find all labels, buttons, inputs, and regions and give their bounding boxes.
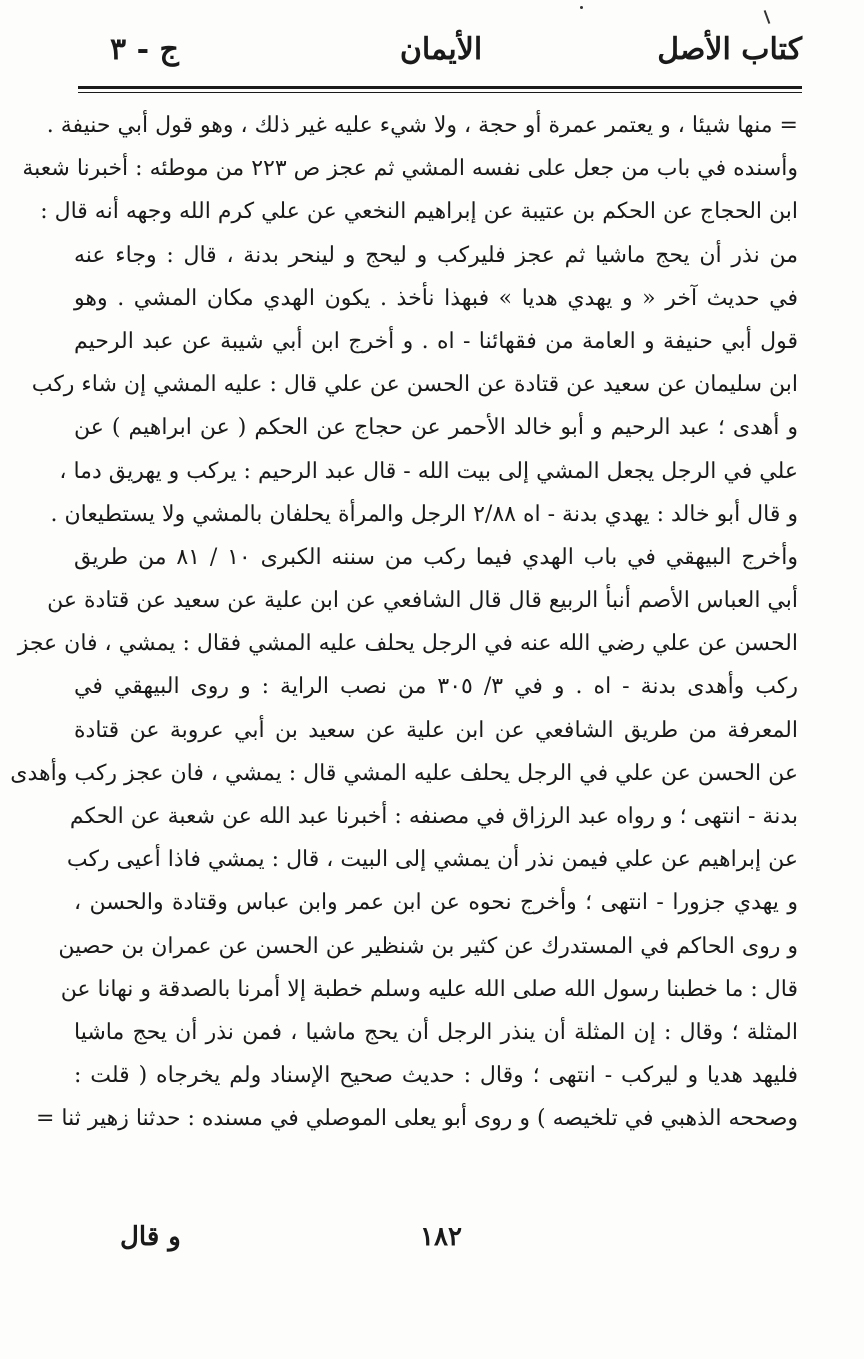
header-rule-thick (78, 86, 802, 89)
header-rule-thin (78, 92, 802, 93)
text-line: ابن الحجاج عن الحكم بن عتيبة عن إبراهيم النخعي عن علي كرم الله وجهه أنه قال : (40, 199, 798, 225)
text-line: وصححه الذهبي في تلخيصه ) و روى أبو يعلى الموصلي في مسنده : حدثنا زهير ثنا = (35, 1106, 798, 1132)
text-line: علي في الرجل يجعل المشي إلى بيت الله - قال عبد الرحيم : يركب و يهريق دما ، (59, 458, 798, 484)
text-line: قول أبي حنيفة و العامة من فقهائنا - اه . و أخرج ابن أبي شيبة عن عبد الرحيم (74, 328, 798, 354)
text-line: في حديث آخر « و يهدي هديا » فبهذا نأخذ . يكون الهدي مكان المشي . وهو (74, 285, 798, 311)
catchword: و قال (120, 1222, 181, 1252)
text-line: و أهدى ؛ عبد الرحيم و أبو خالد الأحمر عن حجاج عن الحكم ( عن ابراهيم ) عن (74, 415, 798, 441)
text-line: = منها شيئا ، و يعتمر عمرة أو حجة ، ولا شيء عليه غير ذلك ، وهو قول أبي حنيفة . (46, 113, 798, 138)
text-line: و قال أبو خالد : يهدي بدنة - اه ٢/٨٨ الرجل والمرأة يحلفان بالمشي ولا يستطيعان . (50, 501, 798, 527)
running-header (80, 30, 802, 78)
print-speck (580, 6, 583, 9)
text-line: ركب وأهدى بدنة - اه . و في ٣/ ٣٠٥ من نصب الراية : و روى البيهقي في (74, 674, 799, 700)
page-number: ١٨٢ (420, 1222, 462, 1252)
text-line: فليهد هديا و ليركب - انتهى ؛ وقال : حديث صحيح الإسناد ولم يخرجاه ( قلت : (74, 1063, 798, 1089)
text-line: أبي العباس الأصم أنبأ الربيع قال قال الشافعي عن ابن علية عن سعيد عن قتادة عن (47, 588, 798, 614)
text-line: قال : ما خطبنا رسول الله صلى الله عليه وسلم خطبة إلا أمرنا بالصدقة و نهانا عن (60, 976, 798, 1002)
main-text (10, 104, 799, 1141)
text-line: من نذر أن يحج ماشيا ثم عجز فليركب و ليحج و لينحر بدنة ، قال : وجاء عنه (74, 242, 798, 268)
text-line: المثلة ؛ وقال : إن المثلة أن ينذر الرجل أن يحج ماشيا ، فمن نذر أن يحج ماشيا (74, 1019, 798, 1045)
text-line: الحسن عن علي رضي الله عنه في الرجل يحلف عليه المشي فقال : يمشي ، فان عجز (17, 631, 798, 657)
text-line: وأسنده في باب من جعل على نفسه المشي ثم عجز ص ٢٢٣ من موطئه : أخبرنا شعبة (22, 156, 798, 182)
text-line: عن إبراهيم عن علي فيمن نذر أن يمشي إلى البيت ، قال : يمشي فاذا أعيى ركب (66, 847, 798, 873)
volume-label: ج - ٣ (110, 32, 179, 67)
text-line: عن الحسن عن علي في الرجل يحلف عليه المشي قال : يمشي ، فان عجز ركب وأهدى (10, 760, 798, 786)
chapter-title: الأيمان (399, 32, 483, 67)
print-mark (764, 10, 771, 24)
text-line: المعرفة من طريق الشافعي عن ابن علية عن سعيد بن أبي عروبة عن قتادة (74, 717, 798, 743)
book-title: كتاب الأصل (657, 32, 802, 67)
text-line: بدنة - انتهى ؛ و رواه عبد الرزاق في مصنفه : أخبرنا عبد الله عن شعبة عن الحكم (69, 804, 798, 829)
page-footer (80, 1222, 802, 1262)
text-line: و روى الحاكم في المستدرك عن كثير بن شنظير عن الحسن عن عمران بن حصين (58, 933, 798, 959)
text-line: وأخرج البيهقي في باب الهدي فيما ركب من سننه الكبرى ١٠ / ٨١ من طريق (74, 544, 798, 570)
text-line: و يهدي جزورا - انتهى ؛ وأخرج نحوه عن ابن عمر وابن عباس وقتادة والحسن ، (74, 890, 798, 916)
text-line: ابن سليمان عن سعيد عن قتادة عن الحسن عن علي قال : عليه المشي إن شاء ركب (31, 372, 798, 398)
